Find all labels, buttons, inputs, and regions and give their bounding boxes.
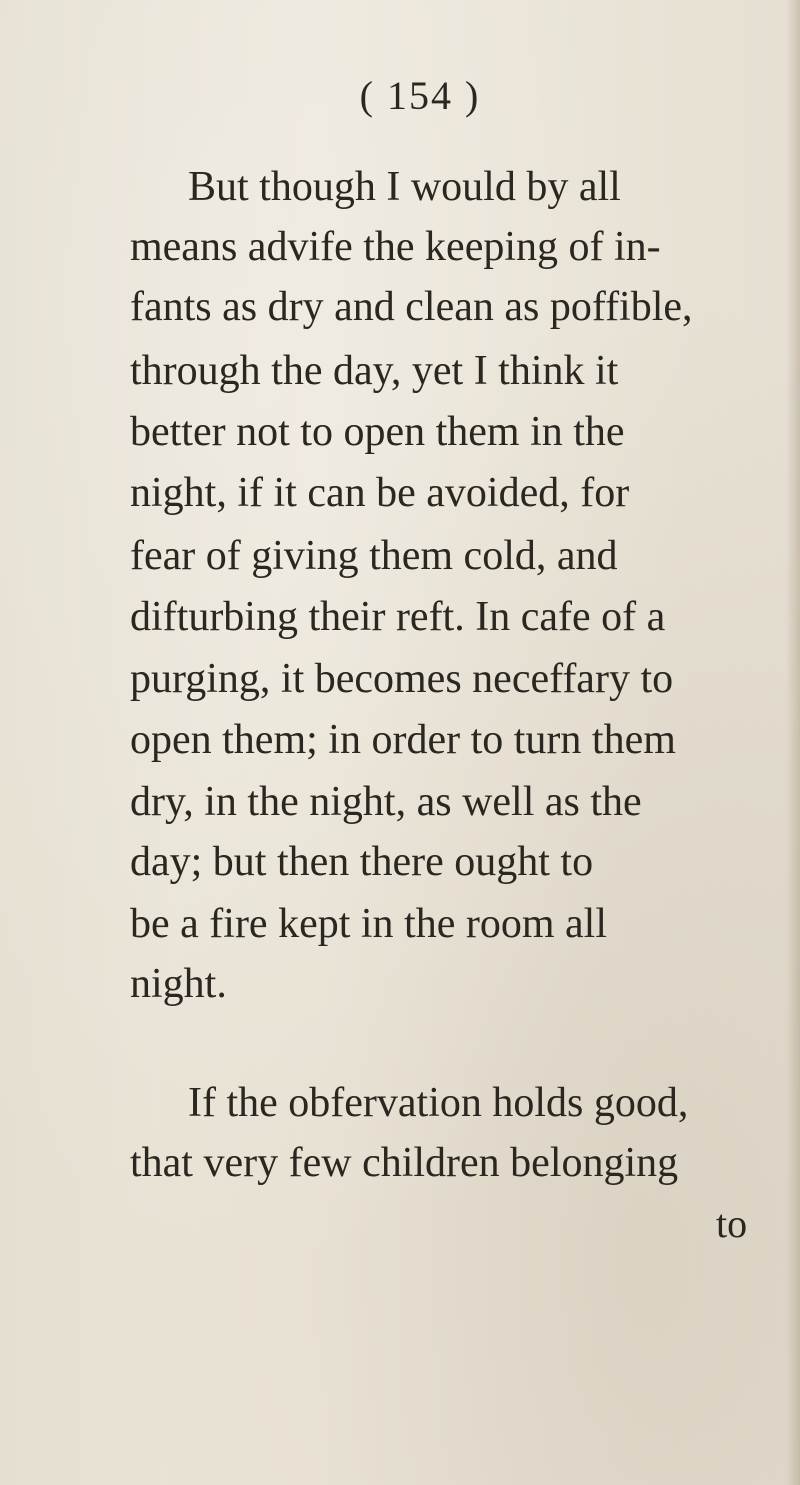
text-line: day; but then there ought to: [130, 839, 594, 885]
text-line: night.: [130, 961, 227, 1007]
text-line: fear of giving them cold, and: [130, 533, 618, 579]
text-line: better not to open them in the: [130, 409, 625, 455]
text-line: through the day, yet I think it: [130, 348, 619, 394]
text-line: that very few children belonging: [130, 1140, 679, 1186]
text-line: dry, in the night, as well as the: [130, 779, 642, 825]
text-line: open them; in order to turn them: [130, 717, 676, 763]
text-line: difturbing their reft. In cafe of a: [130, 594, 666, 640]
text-line: means advife the keeping of in-: [130, 224, 661, 270]
text-line: be a fire kept in the room all: [130, 901, 607, 947]
page-number: ( 154 ): [359, 73, 481, 118]
text-line: night, if it can be avoided, for: [130, 470, 630, 516]
text-line: purging, it becomes neceffary to: [130, 656, 674, 702]
page-edge-shadow: [786, 0, 800, 1485]
text-line: fants as dry and clean as poffible,: [130, 284, 693, 330]
text-line: If the obfervation holds good,: [188, 1080, 689, 1126]
catchword: to: [716, 1201, 748, 1246]
text-line: But though I would by all: [188, 164, 621, 210]
